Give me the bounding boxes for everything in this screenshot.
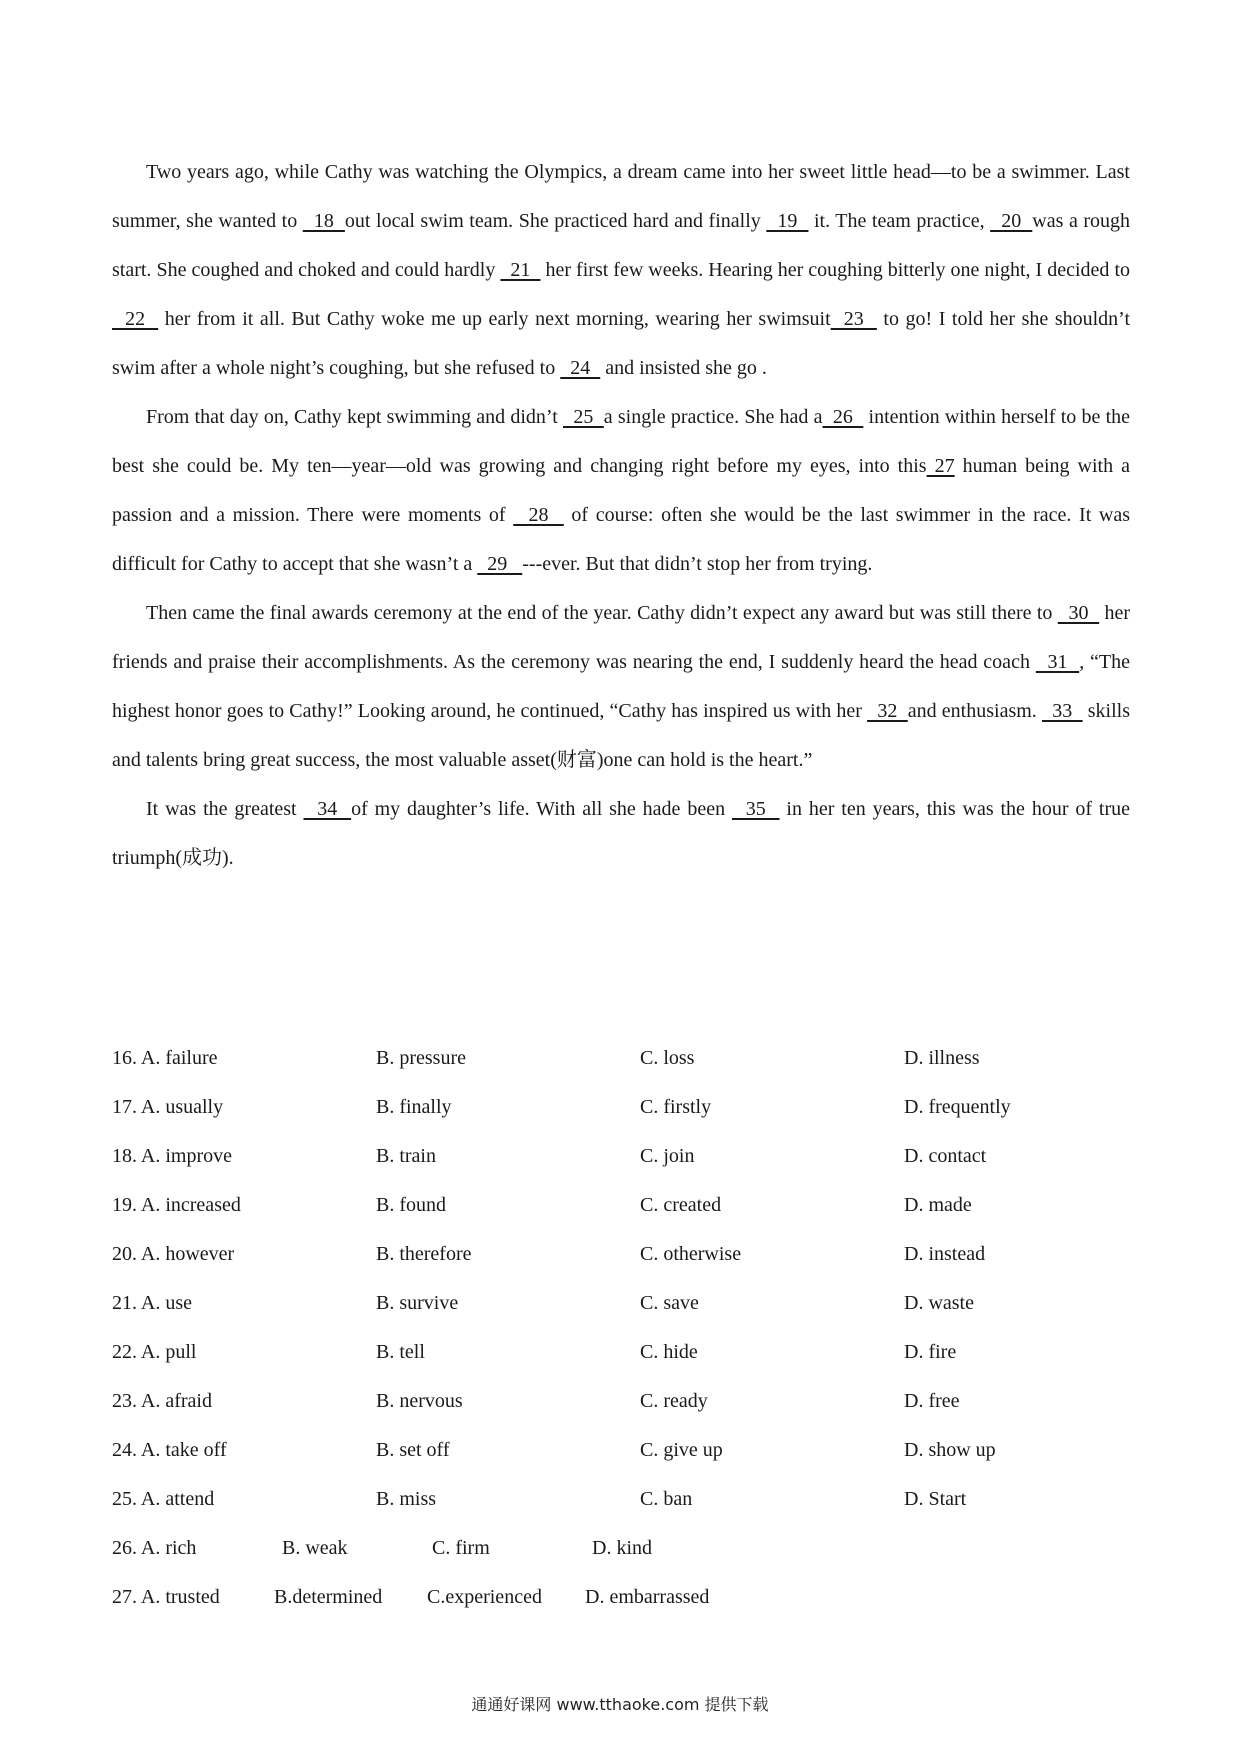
blank-22: 22 <box>112 308 159 330</box>
option-c: C. join <box>640 1145 695 1167</box>
option-b: B. set off <box>376 1439 450 1461</box>
question-row <box>112 1183 1130 1232</box>
blank-20: 20 <box>990 210 1033 232</box>
text: out local swim team. She practiced hard and finally <box>344 210 767 232</box>
blank-18: 18 <box>302 210 345 232</box>
blank-34: 34 <box>303 798 352 820</box>
option-d: D. frequently <box>904 1096 1011 1118</box>
text: was a rough start. She coughed and choked and could hardly <box>112 210 1131 281</box>
text: her from it all. But Cathy woke me up early next morning, wearing her swimsuit <box>158 308 831 330</box>
option-c: C. give up <box>640 1439 723 1461</box>
question-row <box>112 1232 1130 1281</box>
option-d: D. show up <box>904 1439 996 1461</box>
option-b: B.determined <box>274 1586 383 1608</box>
option-a: 20. A. however <box>112 1243 235 1265</box>
text: her first few weeks. Hearing her coughing bitterly one night, I decided to <box>540 259 1131 281</box>
text: in her ten years, this was the hour of true triumph(成功). <box>112 798 1131 869</box>
option-c: C. otherwise <box>640 1243 742 1265</box>
option-b: B. miss <box>376 1488 437 1510</box>
option-a: 23. A. afraid <box>112 1390 212 1412</box>
option-b: B. train <box>376 1145 436 1167</box>
option-d: D. illness <box>904 1047 980 1069</box>
option-a: 25. A. attend <box>112 1488 215 1510</box>
blank-30: 30 <box>1057 602 1100 624</box>
option-b: B. pressure <box>376 1047 466 1069</box>
blank-21: 21 <box>500 259 541 281</box>
option-d: D. waste <box>904 1292 974 1314</box>
question-row <box>112 1330 1130 1379</box>
option-d: D. Start <box>904 1488 967 1510</box>
option-c: C. ready <box>640 1390 708 1412</box>
option-c: C. save <box>640 1292 699 1314</box>
question-row <box>112 1036 1130 1085</box>
question-row <box>112 1526 1130 1575</box>
option-b: B. survive <box>376 1292 459 1314</box>
option-a: 17. A. usually <box>112 1096 224 1118</box>
option-d: D. embarrassed <box>585 1586 710 1608</box>
question-row <box>112 1477 1130 1526</box>
question-row <box>112 1085 1130 1134</box>
option-d: D. contact <box>904 1145 987 1167</box>
option-a: 22. A. pull <box>112 1341 197 1363</box>
option-d: D. made <box>904 1194 972 1216</box>
blank-35: 35 <box>731 798 780 820</box>
option-d: D. instead <box>904 1243 986 1265</box>
blank-32: 32 <box>867 700 908 722</box>
option-b: B. therefore <box>376 1243 472 1265</box>
text: to go! I told her she shouldn’t swim after a whole night’s coughing, but she refused to <box>112 308 1131 379</box>
option-c: C. hide <box>640 1341 698 1363</box>
blank-33: 33 <box>1041 700 1083 722</box>
option-b: B. finally <box>376 1096 452 1118</box>
question-row <box>112 1575 1130 1624</box>
blank-29: 29 <box>477 553 523 575</box>
footer-watermark: 通通好课网 www.tthaoke.com 提供下载 <box>471 1695 769 1714</box>
text: , “The highest honor goes to Cathy!” Looking around, he continued, “Cathy has inspired us with her <box>112 651 1131 722</box>
option-b: B. weak <box>282 1537 348 1559</box>
text: intention within herself to be the best she could be. My ten—year—old was growing and changing right before my eyes, into this <box>112 406 1131 477</box>
blank-28: 28 <box>513 504 564 526</box>
text: of my daughter’s life. With all she hade been <box>351 798 732 820</box>
question-row <box>112 1379 1130 1428</box>
blank-25: 25 <box>562 406 604 428</box>
option-a: 16. A. failure <box>112 1047 218 1069</box>
text: Then came the final awards ceremony at the end of the year. Cathy didn’t expect any award but was still there to <box>146 602 1058 624</box>
option-c: C. created <box>640 1194 722 1216</box>
option-a: 24. A. take off <box>112 1439 227 1461</box>
paragraph-3 <box>112 589 1130 785</box>
option-a: 21. A. use <box>112 1292 192 1314</box>
text: It was the greatest <box>146 798 304 820</box>
option-c: C. firstly <box>640 1096 712 1118</box>
text: of course: often she would be the last swimmer in the race. It was difficult for Cathy to accept that she wasn’t a <box>112 504 1131 575</box>
option-a: 26. A. rich <box>112 1537 197 1559</box>
text: and enthusiasm. <box>907 700 1042 722</box>
option-a: 18. A. improve <box>112 1145 232 1167</box>
text: and insisted she go . <box>600 357 767 379</box>
question-row <box>112 1281 1130 1330</box>
option-a: 27. A. trusted <box>112 1586 220 1608</box>
option-a: 19. A. increased <box>112 1194 241 1216</box>
text: skills and talents bring great success, the most valuable asset(财富)one can hold is the heart.” <box>112 700 1131 771</box>
cloze-passage <box>112 148 1130 883</box>
text: Two years ago, while Cathy was watching the Olympics, a dream came into her sweet little head—to be a swimmer. Last summer, she wanted to <box>112 161 1130 232</box>
blank-24: 24 <box>560 357 601 379</box>
blank-31: 31 <box>1035 651 1080 673</box>
text: From that day on, Cathy kept swimming and didn’t <box>146 406 563 428</box>
text: a single practice. She had a <box>603 406 823 428</box>
text: it. The team practice, <box>808 210 991 232</box>
option-c: C. ban <box>640 1488 693 1510</box>
paragraph-4 <box>112 785 1130 883</box>
blank-19: 19 <box>766 210 809 232</box>
question-row <box>112 1134 1130 1183</box>
text: ---ever. But that didn’t stop her from trying. <box>522 553 873 575</box>
option-b: B. found <box>376 1194 446 1216</box>
option-d: D. fire <box>904 1341 957 1363</box>
option-d: D. kind <box>592 1537 652 1559</box>
option-b: B. nervous <box>376 1390 463 1412</box>
text: human being with a passion and a mission. There were moments of <box>112 455 1131 526</box>
answer-options <box>112 1036 1130 1624</box>
option-c: C. firm <box>432 1537 490 1559</box>
question-row <box>112 1428 1130 1477</box>
blank-23: 23 <box>830 308 877 330</box>
option-d: D. free <box>904 1390 960 1412</box>
option-c: C. loss <box>640 1047 695 1069</box>
paragraph-2 <box>112 393 1130 589</box>
blank-27: 27 <box>926 455 955 477</box>
blank-26: 26 <box>822 406 864 428</box>
option-b: B. tell <box>376 1341 425 1363</box>
option-c: C.experienced <box>427 1586 542 1608</box>
text: her friends and praise their accomplishments. As the ceremony was nearing the end, I suddenly heard the head coach <box>112 602 1131 673</box>
paragraph-1 <box>112 148 1130 393</box>
